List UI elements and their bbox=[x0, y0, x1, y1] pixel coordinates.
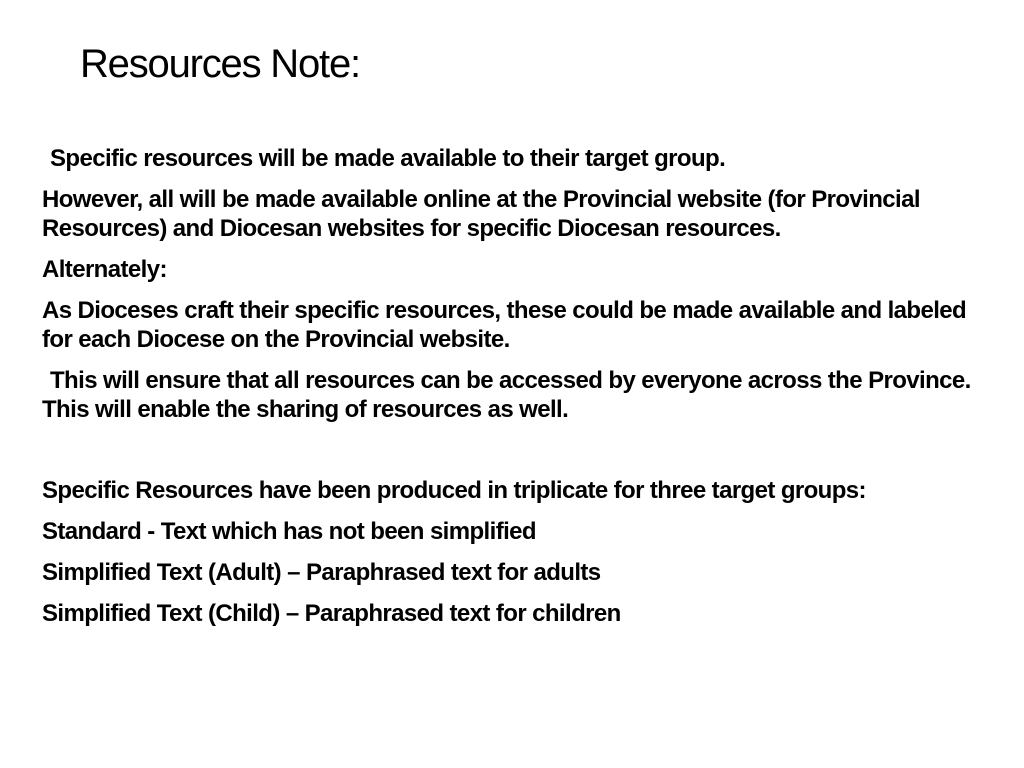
paragraph-dioceses-craft: As Dioceses craft their specific resources, these could be made available and labeled for each Diocese on the Provincial website. bbox=[42, 297, 967, 353]
paragraph-online-availability: However, all will be made available online at the Provincial website (for Provincial Resources) and Diocesan websites for specific Diocesan resources. bbox=[42, 186, 920, 242]
paragraph-ensure-access: This will ensure that all resources can be accessed by everyone across the Province. This will enable the sharing of resources as well. bbox=[42, 367, 971, 423]
paragraph-standard-text: Standard - Text which has not been simplified bbox=[42, 518, 536, 545]
slide-title: Resources Note: bbox=[80, 42, 360, 86]
paragraph-alternately: Alternately: bbox=[42, 256, 167, 283]
paragraph-triplicate: Specific Resources have been produced in triplicate for three target groups: bbox=[42, 477, 866, 504]
paragraph-spacer bbox=[42, 436, 1000, 476]
paragraph-simplified-adult: Simplified Text (Adult) – Paraphrased text for adults bbox=[42, 559, 601, 586]
paragraph-simplified-child: Simplified Text (Child) – Paraphrased text for children bbox=[42, 600, 621, 627]
paragraph-specific-resources: Specific resources will be made available to their target group. bbox=[50, 145, 726, 172]
slide-body bbox=[42, 144, 1000, 640]
